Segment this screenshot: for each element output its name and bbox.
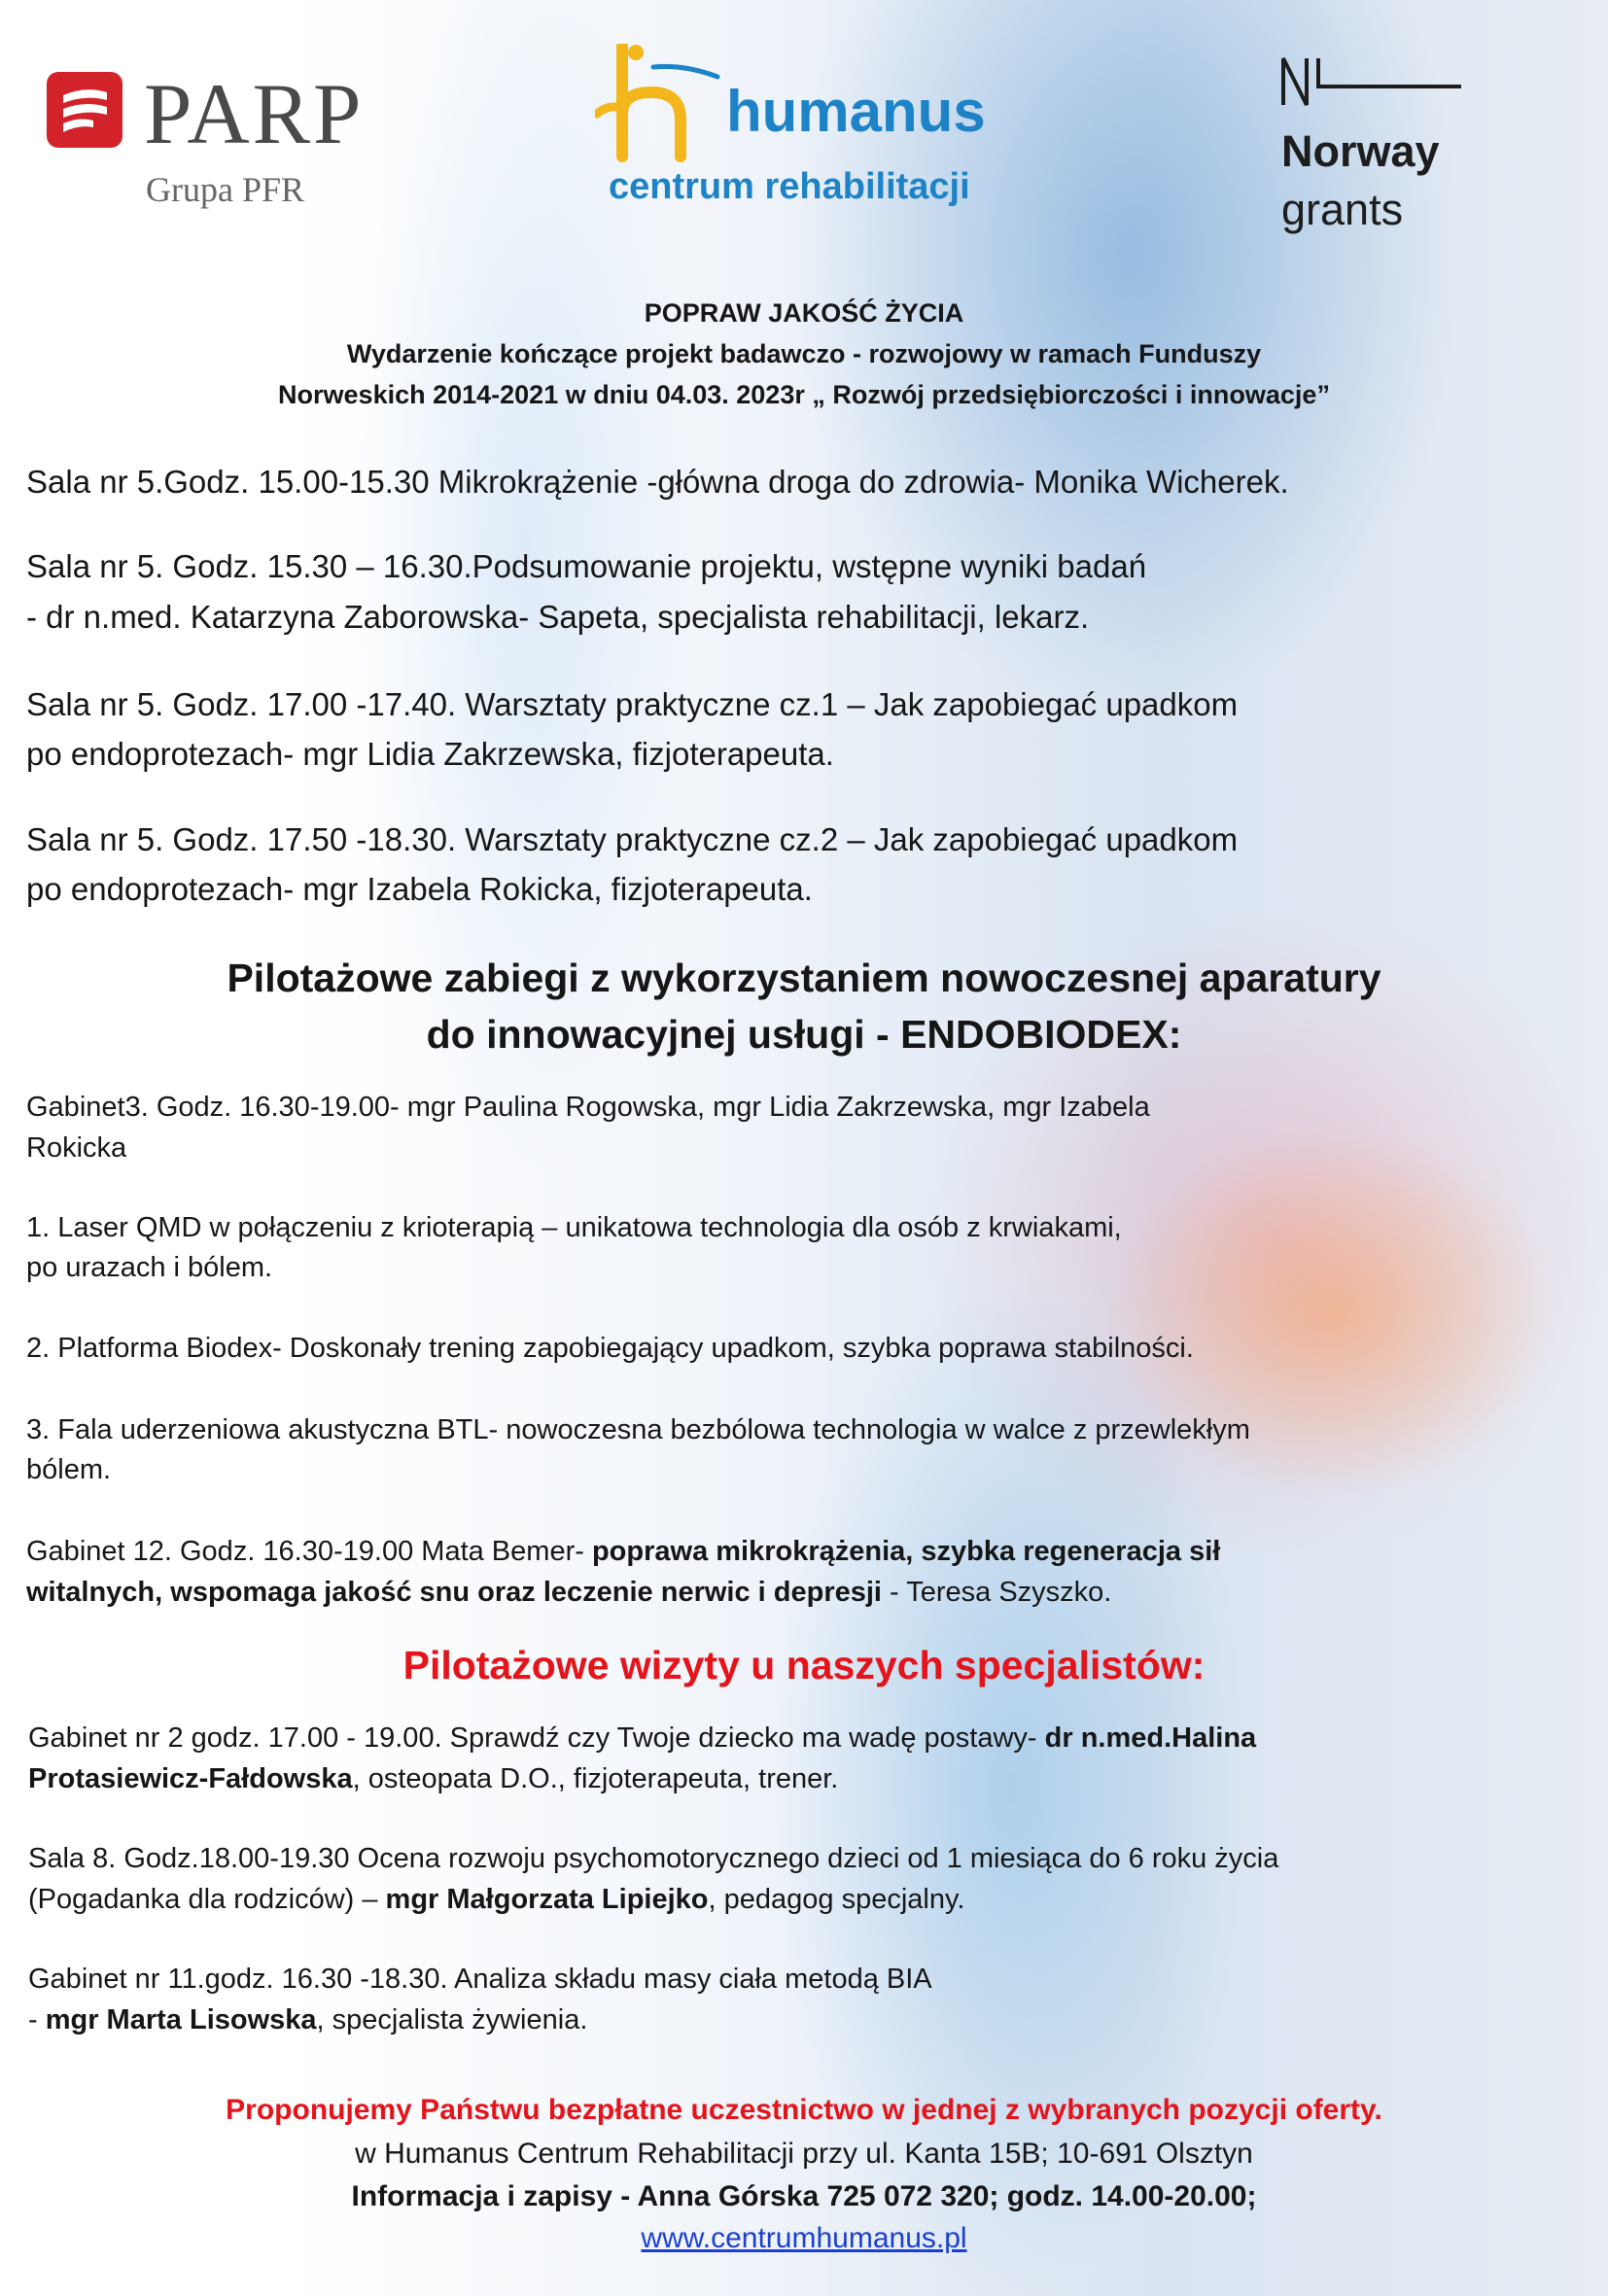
visit-1-text: Gabinet nr 2 godz. 17.00 - 19.00. Sprawdź czy Twoje dziecko ma wadę postawy- — [28, 1722, 1045, 1754]
visit-1-specialist-title: , osteopata D.O., fizjoterapeuta, trener. — [352, 1763, 839, 1794]
pilot-procedures-heading-line-2: do innowacyjnej usługi - ENDOBIODEX: — [426, 1012, 1182, 1057]
visit-1-specialist-surname: Protasiewicz-Fałdowska — [28, 1763, 353, 1794]
parp-wordmark: PARP — [144, 67, 365, 162]
session-4-line-1: Sala nr 5. Godz. 17.50 -18.30. Warsztaty praktyczne cz.2 – Jak zapobiegać upadkom — [26, 821, 1239, 857]
cabinet-12-specialist: - Teresa Szyszko. — [881, 1577, 1112, 1608]
procedure-1-line-1: 1. Laser QMD w połączeniu z krioterapią – unikatowa technologia dla osób z krwiakami, — [26, 1212, 1122, 1243]
event-subtitle-line-2: Norweskich 2014-2021 w dniu 04.03. 2023r „ Rozwój przedsiębiorczości i innowacje” — [278, 380, 1330, 409]
humanus-logo — [595, 44, 1013, 209]
session-3-line-2: po endoprotezach- mgr Lidia Zakrzewska, fizjoterapeuta. — [26, 736, 834, 772]
visit-3-line-1: Gabinet nr 11.godz. 16.30 -18.30. Analiza składu masy ciała metodą BIA — [28, 1964, 932, 1995]
visit-1-specialist-name: dr n.med.Halina — [1044, 1722, 1257, 1754]
cabinet-12-benefits-2: witalnych, wspomaga jakość snu oraz leczenie nerwic i depresji — [26, 1577, 882, 1608]
offer-notice: Proponujemy Państwu bezpłatne uczestnictwo w jednej z wybranych pozycji oferty. — [226, 2094, 1382, 2126]
cabinet-3-line-1: Gabinet3. Godz. 16.30-19.00- mgr Paulina Rogowska, mgr Lidia Zakrzewska, mgr Izabela — [26, 1092, 1150, 1123]
session-4-line-2: po endoprotezach- mgr Izabela Rokicka, fizjoterapeuta. — [26, 871, 813, 907]
pilot-procedures-heading-line-1: Pilotażowe zabiegi z wykorzystaniem nowoczesnej aparatury — [227, 956, 1381, 1000]
parp-logo — [47, 67, 445, 211]
procedure-2-line-1: 2. Platforma Biodex- Doskonały trening zapobiegający upadkom, szybka poprawa stabilności. — [26, 1333, 1194, 1364]
visit-3-specialist-title: , specjalista żywienia. — [316, 2004, 588, 2035]
session-2-line-1: Sala nr 5. Godz. 15.30 – 16.30.Podsumowanie projektu, wstępne wyniki badań — [26, 548, 1147, 584]
norway-grants-mark-icon — [1281, 54, 1466, 109]
visit-3-specialist-name: mgr Marta Lisowska — [45, 2004, 317, 2035]
humanus-figure-icon — [595, 44, 741, 168]
session-2-line-2: - dr n.med. Katarzyna Zaborowska- Sapeta, specjalista rehabilitacji, lekarz. — [26, 599, 1090, 635]
grants-wordmark: grants — [1281, 185, 1404, 234]
cabinet-12-line-1 — [26, 1538, 1220, 1566]
website-link-row — [0, 2224, 1608, 2253]
procedure-3-line-1: 3. Fala uderzeniowa akustyczna BTL- nowoczesna bezbólowa technologia w walce z przewlekłym — [26, 1414, 1250, 1445]
norway-grants-logo — [1281, 54, 1505, 249]
procedure-3-line-2: bólem. — [26, 1454, 112, 1485]
cabinet-12-line-2 — [26, 1579, 1111, 1607]
visit-3-line-2 — [28, 2006, 587, 2035]
visit-1-line-1 — [28, 1724, 1256, 1753]
visit-2-specialist-name: mgr Małgorzata Lipiejko — [385, 1884, 709, 1915]
address-line: w Humanus Centrum Rehabilitacji przy ul. Kanta 15B; 10-691 Olsztyn — [355, 2138, 1253, 2170]
visit-2-line-2 — [28, 1886, 964, 1914]
parp-subtitle: Grupa PFR — [146, 170, 305, 209]
cabinet-3-line-2: Rokicka — [26, 1132, 127, 1164]
humanus-wordmark: humanus — [726, 79, 986, 144]
event-title: POPRAW JAKOŚĆ ŻYCIA — [644, 298, 964, 328]
visit-1-line-2 — [28, 1765, 838, 1793]
humanus-subtitle: centrum rehabilitacji — [609, 166, 970, 207]
session-1-line-1: Sala nr 5.Godz. 15.00-15.30 Mikrokrążenie -główna droga do zdrowia- Monika Wicherek. — [26, 464, 1289, 500]
parp-mark-icon — [47, 72, 122, 148]
specialists-heading: Pilotażowe wizyty u naszych specjalistów: — [402, 1643, 1206, 1687]
event-subtitle-line-1: Wydarzenie kończące projekt badawczo - rozwojowy w ramach Funduszy — [346, 339, 1262, 368]
cabinet-12-benefits-1: poprawa mikrokrążenia, szybka regeneracja sił — [591, 1536, 1221, 1567]
visit-2-specialist-title: , pedagog specjalny. — [708, 1884, 965, 1915]
session-3-line-1: Sala nr 5. Godz. 17.00 -17.40. Warsztaty praktyczne cz.1 – Jak zapobiegać upadkom — [26, 686, 1239, 722]
procedure-1-line-2: po urazach i bólem. — [26, 1252, 273, 1283]
norway-wordmark: Norway — [1281, 126, 1440, 176]
contact-line: Informacja i zapisy - Anna Górska 725 072 320; godz. 14.00-20.00; — [351, 2180, 1257, 2212]
website-link[interactable]: www.centrumhumanus.pl — [641, 2222, 967, 2254]
visit-3-dash: - — [28, 2004, 46, 2035]
visit-2-line-1: Sala 8. Godz.18.00-19.30 Ocena rozwoju psychomotorycznego dzieci od 1 miesiąca do 6 roku życia — [28, 1843, 1279, 1874]
cabinet-12-prefix: Gabinet 12. Godz. 16.30-19.00 Mata Bemer- — [26, 1536, 592, 1567]
visit-2-note: (Pogadanka dla rodziców) – — [28, 1884, 386, 1915]
